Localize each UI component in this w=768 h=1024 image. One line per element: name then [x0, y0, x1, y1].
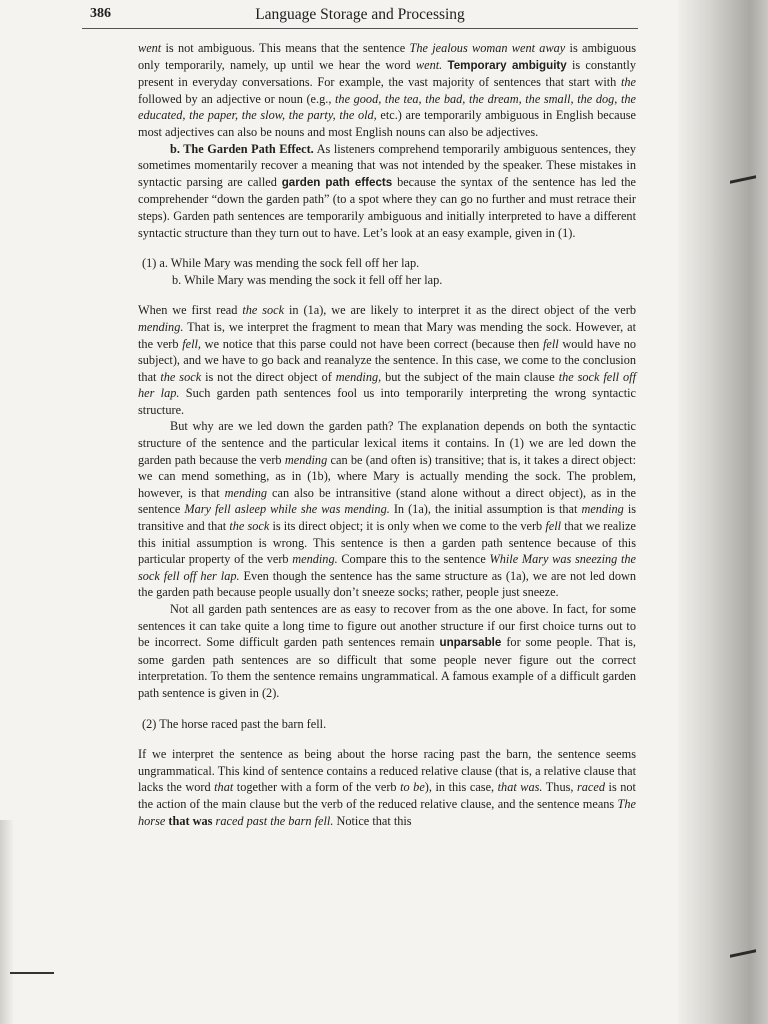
text-run: the good, the tea, the bad, the dream, the small, the dog, the educated, the paper, the slow, the party, the old, [138, 91, 636, 123]
paragraph [138, 601, 636, 702]
example-1 [142, 255, 636, 288]
text-run: in (1a), we are likely to interpret it as the direct object of the verb [284, 303, 637, 318]
text-run: because the syntax of the sentence has led the comprehender “down the garden path” (to a spot where they can go no further and must retrace their steps). Garden path sentences are temporarily ambiguous and initially interpreted to have a different syntactic structure than they turn out to have. Let’s look at an easy example, given in (1). [138, 174, 636, 240]
text-run: Such garden path sentences fool us into temporarily interpreting the wrong syntactic structure. [138, 386, 636, 417]
text-run: raced past the barn fell. [212, 813, 334, 828]
text-run: that we realize this initial assumption is wrong. This sentence is then a garden path sentence because of this particular property of the verb [138, 519, 636, 567]
text-run: garden path effects [281, 175, 393, 189]
paragraph [138, 302, 636, 418]
text-run: ), in this case, [424, 780, 498, 795]
text-run: went. [415, 57, 443, 72]
paper-notch [730, 175, 756, 184]
running-head: Language Storage and Processing [255, 6, 465, 23]
text-run: is transitive and that [138, 502, 637, 534]
text-run: While Mary was sneezing the sock fell off her lap. [138, 552, 636, 583]
text-run: Compare this to the sentence [337, 552, 490, 567]
text-run: is not the direct object of [201, 369, 336, 384]
text-run: fell, [182, 336, 202, 351]
example-1a: (1) a. While Mary was mending the sock fell off her lap. [142, 256, 420, 271]
text-run: mending [581, 502, 624, 517]
text-run: the sock [229, 519, 270, 534]
text-run: fell [543, 336, 559, 351]
text-run: As listeners comprehend temporarily ambiguous sentences, they sometimes momentarily recover a meaning that was not intended by the speaker. These mistakes in syntactic parsing are called [138, 141, 636, 189]
text-run: mending. [138, 319, 184, 334]
text-run: that was [168, 813, 213, 828]
text-run: the sock [160, 369, 202, 384]
text-run: In (1a), the initial assumption is that [389, 502, 582, 517]
text-run: The horse [138, 796, 636, 828]
text-run: But why are we led down the garden path? The explanation depends on both the syntactic structure of the sentence and the particular lexical items it contains. In (1) we are led down the garden path because the verb [138, 419, 636, 467]
text-run: the sock [242, 303, 285, 318]
text-run: etc.) are temporarily ambiguous in English because most adjectives can also be nouns and most English nouns can also be adjectives. [138, 108, 636, 139]
text-run: The jealous woman went away [409, 41, 566, 55]
paragraph [138, 746, 636, 829]
paragraph-garden-path [138, 141, 636, 242]
text-run: Temporary ambiguity [447, 58, 567, 72]
text-run: is its direct object; it is only when we come to the verb [269, 519, 546, 534]
text-run: we notice that this parse could not have been correct (because then [201, 336, 544, 351]
text-run: When we first read [138, 303, 243, 318]
paper-notch [730, 949, 756, 958]
paragraph [138, 418, 636, 601]
text-run: is not ambiguous. This means that the sentence [161, 41, 410, 55]
text-run: mending [224, 485, 268, 500]
text-run: can also be intransitive (stand alone without a direct object), as in the sentence [138, 485, 636, 517]
text-run: the sock fell off her lap. [138, 369, 636, 401]
text-run: Not all garden path sentences are as easy to recover from as the one above. In fact, for some sentences it can take quite a long time to figure out another structure if our first choice turns out to be incorrect. Some difficult garden path sentences remain [138, 602, 636, 650]
text-run: that [214, 780, 234, 795]
page-header [82, 6, 638, 29]
text-run: went [138, 41, 162, 55]
page-body [138, 40, 636, 829]
paragraph [138, 40, 636, 141]
text-run: together with a form of the verb [233, 780, 401, 795]
margin-rule [10, 972, 54, 974]
text-run: is not the action of the main clause but the verb of the reduced relative clause, and the sentence means [138, 780, 636, 811]
page-shadow [0, 820, 14, 1024]
text-run: is ambiguous only temporarily, namely, up until we hear the word [138, 41, 636, 72]
text-run: but the subject of the main clause [381, 369, 559, 384]
text-run: fell [545, 519, 562, 534]
text-run: can be (and often is) transitive; that is, it takes a direct object: we can mend something, as in (1b), where Mary is actually mending the sock. The problem, however, is that [138, 452, 636, 500]
text-run: mending. [292, 552, 338, 567]
text-run: to be [400, 780, 425, 795]
page-number: 386 [90, 6, 111, 21]
text-run: mending [284, 452, 328, 467]
text-run: Thus, [542, 780, 577, 795]
text-run: raced [577, 780, 605, 795]
text-run: is constantly present in everyday conversations. For example, the vast majority of sentences that start with [138, 57, 636, 90]
text-run: followed by an adjective or noun (e.g., [138, 91, 335, 106]
text-run: mending, [335, 369, 382, 384]
text-run: that was. [497, 780, 543, 795]
text-run: unparsable [439, 636, 502, 650]
text-run: for some people. That is, some garden path sentences are so difficult that some people never figure out the correct interpretation. To them the sentence remains ungrammatical. A famous example of a difficult garden path sentence is given in (2). [138, 635, 636, 700]
example-2: (2) The horse raced past the barn fell. [142, 716, 327, 731]
text-run: Even though the sentence has the same structure as (1a), we are not led down the garden path because people usually don’t sneeze socks; rather, people just sneeze. [138, 568, 637, 600]
text-run: would have no subject), and we have to go back and reanalyze the sentence. In this case, we come to the conclusion that [138, 336, 636, 384]
paper-edge [678, 0, 768, 1024]
text-run: Notice that this [333, 813, 412, 828]
text-run: Mary fell asleep while she was mending. [184, 502, 390, 517]
text-run: That is, we interpret the fragment to mean that Mary was mending the sock. However, at the verb [138, 319, 636, 351]
text-run: the [620, 75, 636, 90]
text-run: b. The Garden Path Effect. [170, 141, 314, 156]
example-1b: b. While Mary was mending the sock it fell off her lap. [172, 272, 443, 287]
text-run: If we interpret the sentence as being about the horse racing past the barn, the sentence seems ungrammatical. This kind of sentence contains a reduced relative clause (that is, a relative clause that lacks the word [138, 747, 636, 795]
